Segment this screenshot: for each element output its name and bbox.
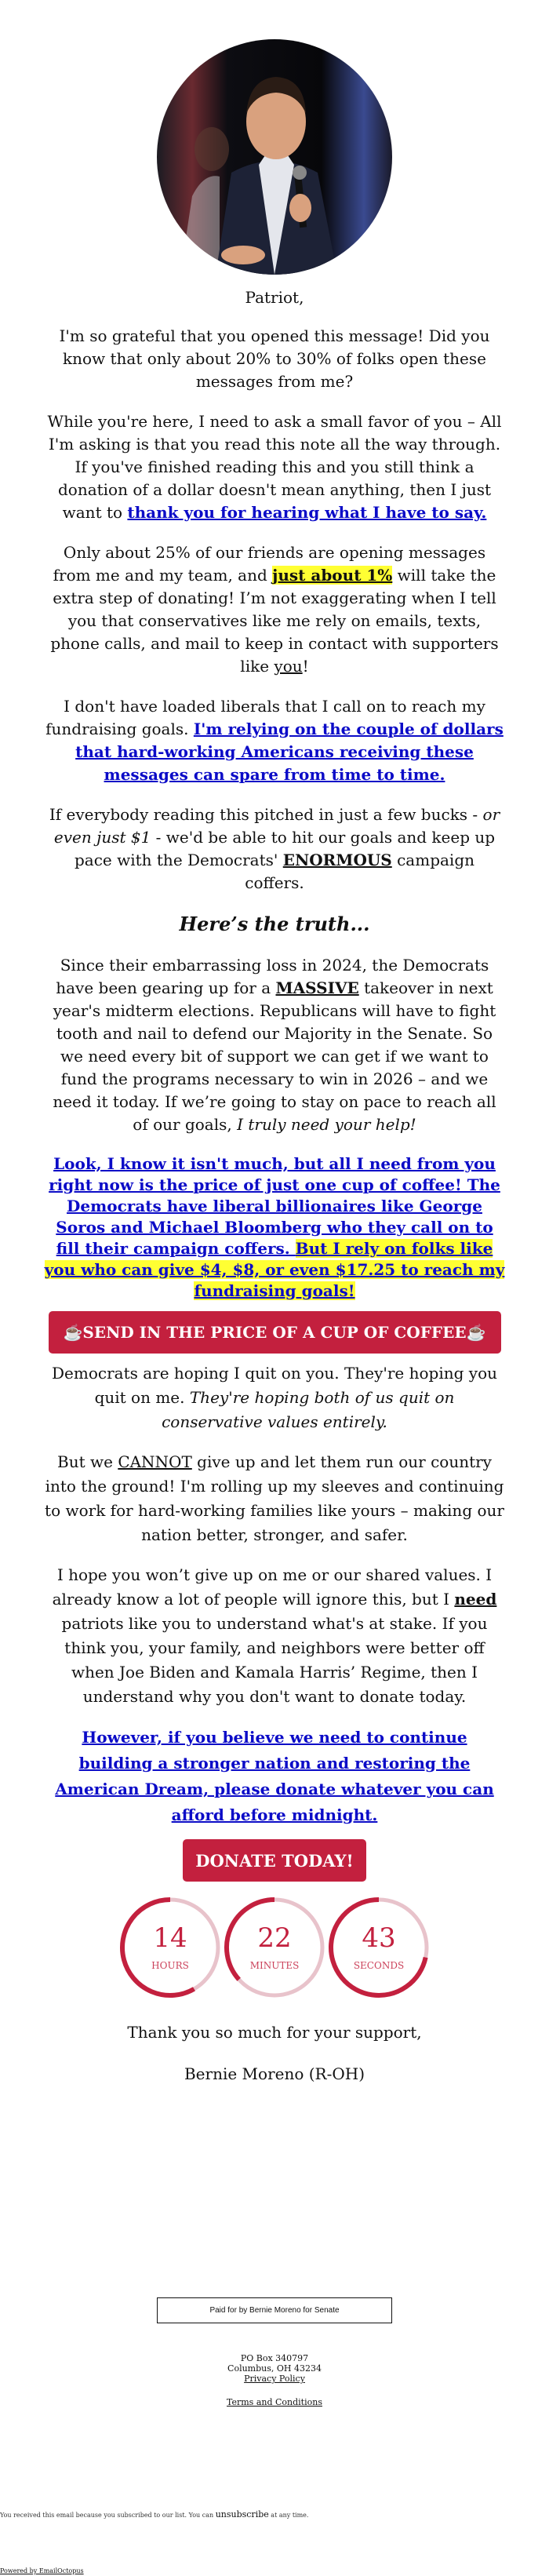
section-heading: Here’s the truth... xyxy=(179,913,370,935)
highlighted-text: just about 1% xyxy=(272,566,393,585)
text: patriots like you to understand what's at stake. If you think you, your family, and neighbors were better off when Joe Biden and Kamala Harris’ Regime, then I understand why you don't want to donate today. xyxy=(61,1614,488,1706)
button-label: SEND IN THE PRICE OF A CUP OF COFFEE xyxy=(82,1323,467,1342)
text: I don't have loaded liberals that I call on to reach my fundraising goals. xyxy=(45,697,485,738)
bold-text: ENORMOUS xyxy=(282,851,392,869)
unsubscribe-link[interactable]: unsubscribe xyxy=(215,2509,269,2520)
countdown-label: SECONDS xyxy=(353,1960,405,1971)
text: I hope you won’t give up on me or our shared values. I already know a lot of people will ignore this, but I xyxy=(52,1565,493,1609)
text: Democrats are hoping I quit on you. They're hoping you quit on me. xyxy=(52,1364,497,1407)
donate-today-button[interactable]: DONATE TODAY! xyxy=(183,1839,366,1882)
paragraph-5 xyxy=(43,803,506,894)
bold-text: MASSIVE xyxy=(275,978,359,997)
text: - we'd be able to hit our goals and keep up pace with the Democrats' xyxy=(74,828,496,869)
signature: Bernie Moreno (R-OH) xyxy=(184,2064,365,2083)
paid-for-disclaimer: Paid for by Bernie Moreno for Senate xyxy=(157,2297,392,2323)
underlined-text: CANNOT xyxy=(118,1452,192,1471)
paragraph-9 xyxy=(43,1450,506,1547)
countdown-timer xyxy=(0,1891,549,2004)
text: give up and let them run our country into the ground! I'm rolling up my sleeves and continuing to work for hard-working families like yours – making our nation better, stronger, and safer. xyxy=(45,1452,504,1544)
text: But we xyxy=(57,1452,118,1471)
italic-text: They're hoping both of us quit on conservative values entirely. xyxy=(162,1388,455,1431)
closing-text: Thank you so much for your support, xyxy=(127,2023,422,2042)
unsubscribe-notice xyxy=(0,2509,549,2521)
text: campaign coffers. xyxy=(245,851,475,892)
address-line-1: PO Box 340797 xyxy=(240,2353,309,2363)
countdown-value: 14 xyxy=(153,1922,187,1954)
coffee-link[interactable]: Look, I know it isn't much, but all I need from you right now is the price of just one cup of coffee! The Democrats have liberal billionaires like George Soros and Michael Bloomberg who they call on to fill their campaign coffers. xyxy=(49,1154,500,1258)
paragraph-4 xyxy=(43,695,506,786)
paragraph-8 xyxy=(43,1361,506,1434)
countdown-hours xyxy=(119,1891,221,2004)
underlined-text: you xyxy=(274,657,303,676)
text: Only about 25% of our friends are opening messages from me and my team, and xyxy=(53,543,486,585)
text: While you're here, I need to ask a small favor of you – All I'm asking is that you read this note all the way through. If you've finished reading this and you still think a donation of a dollar doesn't mean anything, then I just want to xyxy=(47,412,502,522)
paragraph-11 xyxy=(43,1725,506,1828)
countdown-value: 22 xyxy=(257,1922,292,1954)
paragraph-3 xyxy=(43,541,506,678)
candidate-photo xyxy=(157,39,392,275)
countdown-label: HOURS xyxy=(151,1960,189,1971)
text: takeover in next year's midterm elections. Republicans will have to fight tooth and nail to defend our Majority in the Senate. So we need every bit of support we can get if we want to fund the programs necessary to win in 2026 – and we need it today. If we’re going to stay on pace to reach all of our goals, xyxy=(53,978,496,1134)
greeting: Patriot, xyxy=(245,288,304,307)
candidate-figure-image xyxy=(157,39,392,275)
privacy-policy-link[interactable]: Privacy Policy xyxy=(244,2374,305,2384)
italic-text: I truly need your help! xyxy=(237,1115,416,1134)
donate-before-midnight-link[interactable]: However, if you believe we need to continue building a stronger nation and restoring the American Dream, please donate whatever you can afford before midnight. xyxy=(55,1728,494,1824)
paragraph-10 xyxy=(43,1563,506,1709)
paragraph-1: I'm so grateful that you opened this message! Did you know that only about 20% to 30% of folks open these messages from me? xyxy=(59,326,490,391)
text: If everybody reading this pitched in just a few bucks - xyxy=(49,805,483,824)
terms-link[interactable]: Terms and Conditions xyxy=(227,2397,322,2407)
text: will take the extra step of donating! I’m not exaggerating when I tell you that conservatives like me rely on emails, texts, phone calls, and mail to keep in contact with supporters like xyxy=(50,566,499,676)
closing-block xyxy=(43,2021,506,2086)
text: You received this email because you subscribed to our list. You can xyxy=(0,2512,216,2519)
paragraph-6 xyxy=(43,954,506,1136)
email-body-2 xyxy=(43,1361,506,1828)
mailing-address xyxy=(0,2353,549,2407)
paragraph-7 xyxy=(43,1153,506,1302)
coffee-amounts-link[interactable]: But I rely on folks like you who can give $4, $8, or even $17.25 to reach my fundraising goals! xyxy=(44,1239,505,1300)
countdown-minutes xyxy=(224,1891,325,2004)
paragraph-2 xyxy=(43,410,506,524)
text: ! xyxy=(302,657,309,676)
italic-text: or even just $1 xyxy=(53,805,500,847)
thank-you-link[interactable]: thank you for hearing what I have to say. xyxy=(127,503,487,522)
text: at any time. xyxy=(268,2512,309,2519)
countdown-seconds xyxy=(328,1891,430,2004)
coffee-icon: ☕ xyxy=(466,1323,486,1342)
bold-text: need xyxy=(454,1590,497,1609)
coffee-donate-button[interactable] xyxy=(49,1311,501,1354)
relying-link[interactable]: I'm relying on the couple of dollars that hard-working Americans receiving these messages can spare from time to time. xyxy=(75,720,504,784)
powered-by-link[interactable]: Powered by EmailOctopus xyxy=(0,2567,84,2574)
email-body xyxy=(43,286,506,1302)
countdown-label: MINUTES xyxy=(249,1960,300,1971)
address-line-2: Columbus, OH 43234 xyxy=(227,2363,322,2374)
coffee-icon: ☕ xyxy=(63,1323,83,1342)
text: Since their embarrassing loss in 2024, the Democrats have been gearing up for a xyxy=(56,956,489,997)
countdown-value: 43 xyxy=(362,1922,396,1954)
